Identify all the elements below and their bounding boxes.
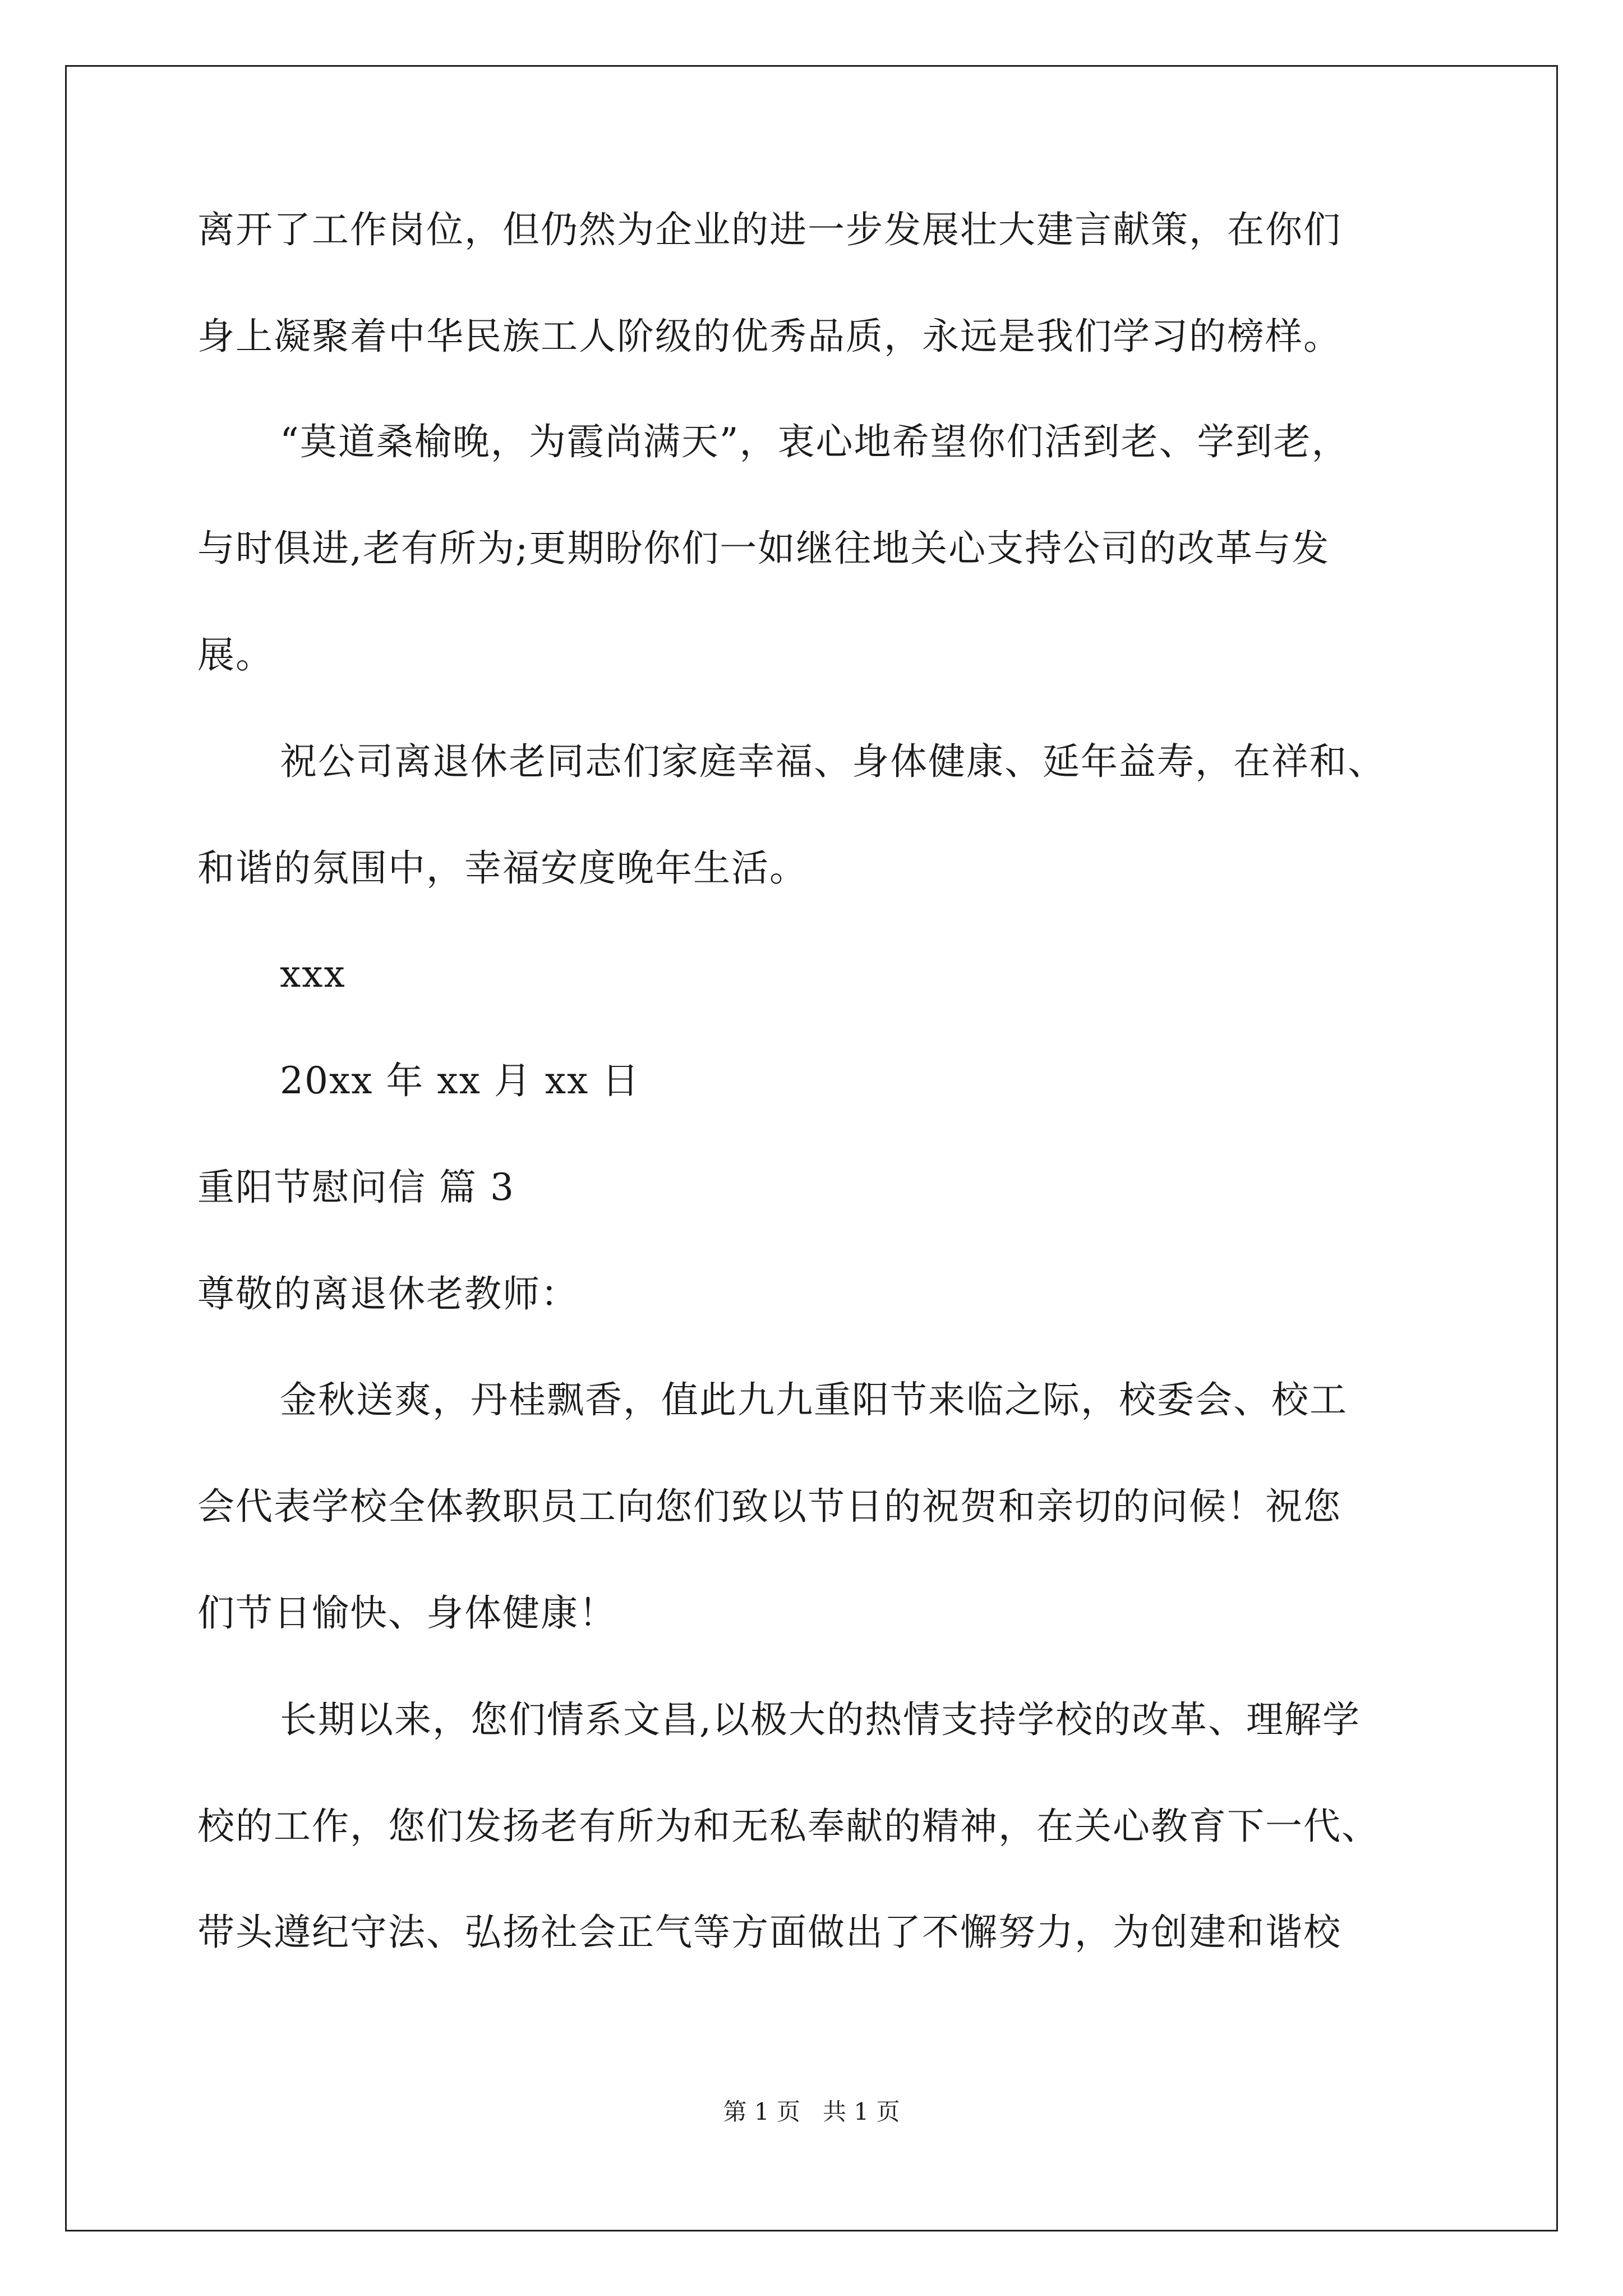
text-line: 金秋送爽，丹桂飘香，值此九九重阳节来临之际，校委会、校工 [280,1378,1348,1421]
text-line: 和谐的氛围中，幸福安度晚年生活。 [197,846,808,890]
page-border [65,65,1558,2231]
page-footer: 第 1 页 共 1 页 [723,2098,900,2125]
text-line: 校的工作，您们发扬老有所为和无私奉献的精神，在关心教育下一代、 [197,1805,1380,1848]
salutation: 尊敬的离退休老教师： [197,1272,579,1315]
text-line: 会代表学校全体教职员工向您们致以节日的祝贺和亲切的问候！祝您 [197,1485,1341,1528]
text-line: 们节日愉快、身体健康！ [197,1591,617,1635]
text-line: 离开了工作岗位，但仍然为企业的进一步发展壮大建言献策，在你们 [197,208,1341,251]
section-heading: 重阳节慰问信 篇 3 [197,1166,515,1209]
text-line: 带头遵纪守法、弘扬社会正气等方面做出了不懈努力，为创建和谐校 [197,1911,1341,1954]
date-line: 20xx 年 xx 月 xx 日 [280,1059,640,1102]
signature: xxx [280,953,346,996]
text-line: 长期以来，您们情系文昌,以极大的热情支持学校的改革、理解学 [280,1698,1361,1741]
text-line: “莫道桑榆晚，为霞尚满天”，衷心地希望你们活到老、学到老， [280,420,1350,463]
text-line: 身上凝聚着中华民族工人阶级的优秀品质，永远是我们学习的榜样。 [197,315,1341,358]
text-line: 展。 [197,633,274,677]
text-line: 与时俱进,老有所为;更期盼你们一如继往地关心支持公司的改革与发 [197,527,1330,570]
text-line: 祝公司离退休老同志们家庭幸福、身体健康、延年益寿，在祥和、 [280,740,1386,783]
